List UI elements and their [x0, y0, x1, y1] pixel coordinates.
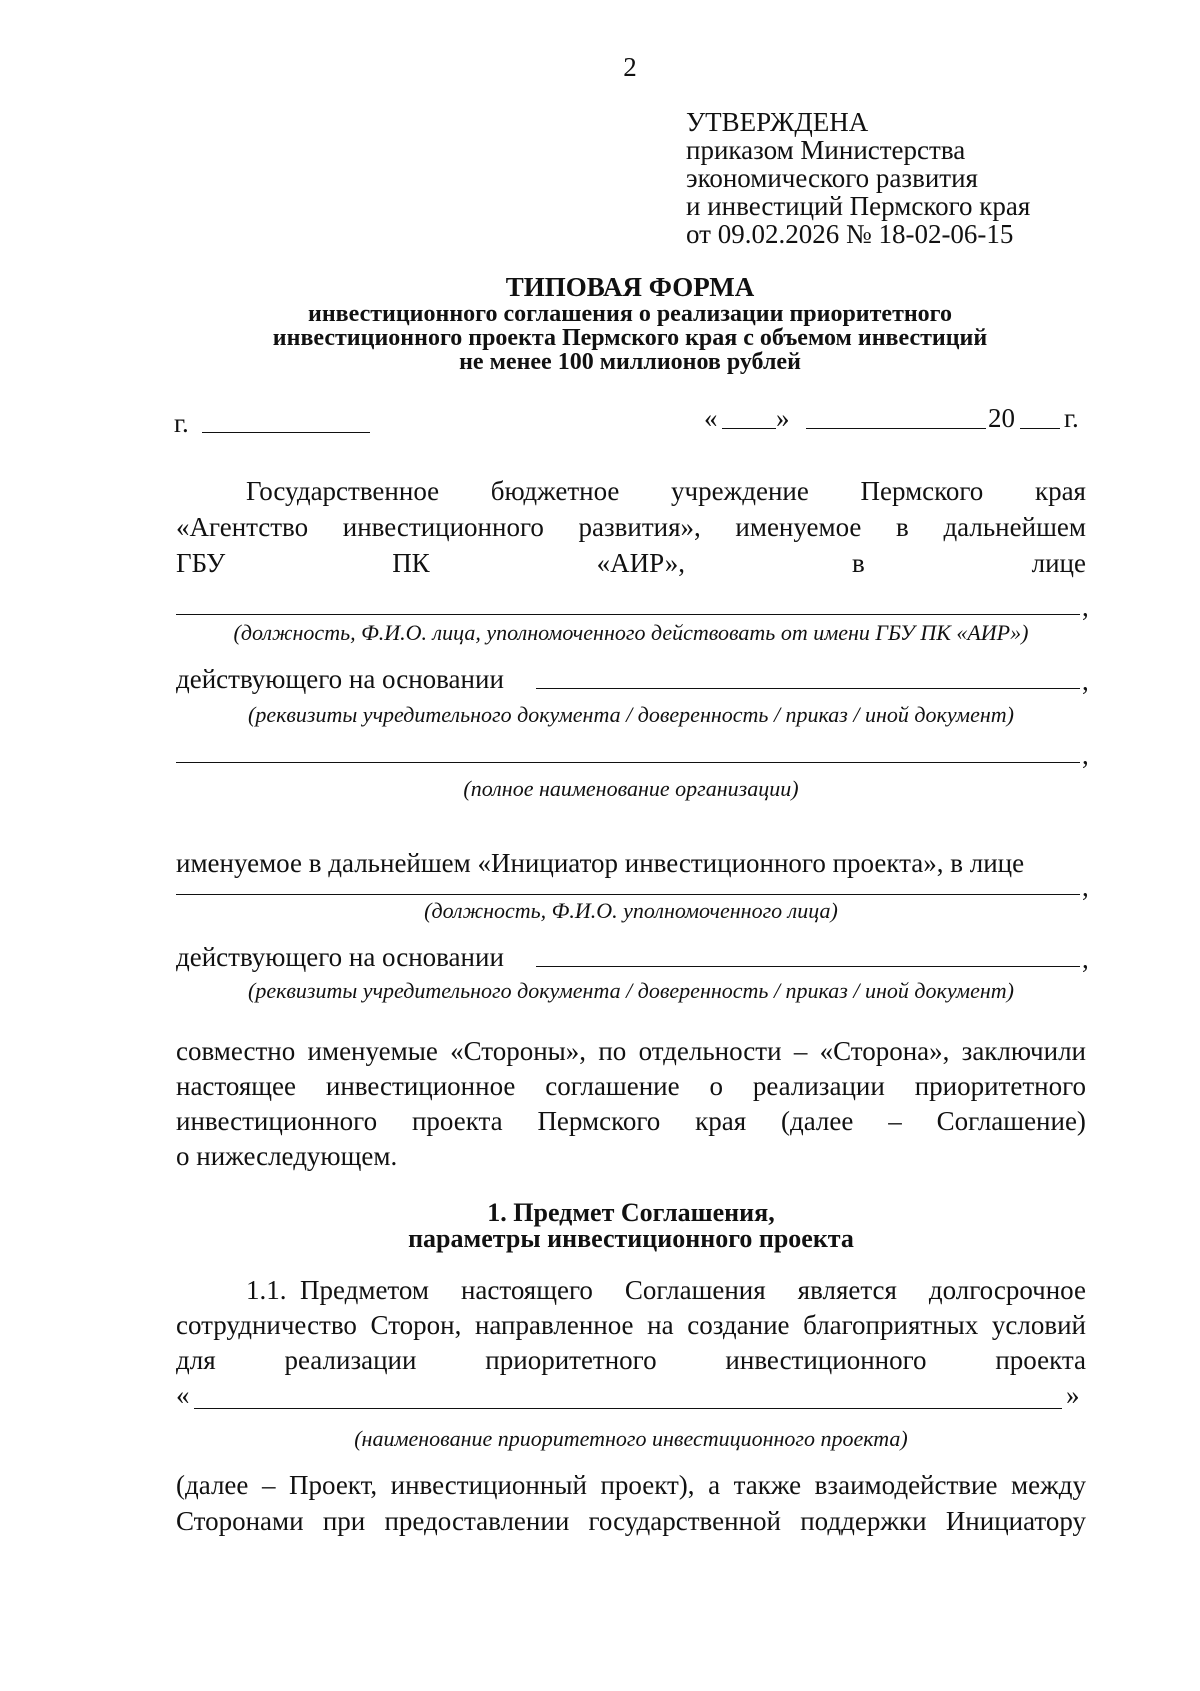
- word: проекта: [995, 1345, 1086, 1375]
- comma: ,: [1082, 944, 1089, 974]
- quote-open: «: [704, 403, 718, 433]
- comma: ,: [1082, 592, 1089, 622]
- organization-blank: [176, 762, 1080, 763]
- word: предоставлении: [384, 1506, 570, 1536]
- word: реализации: [752, 1071, 885, 1101]
- word: Пермского: [537, 1106, 661, 1136]
- year-prefix: 20: [988, 403, 1015, 433]
- word: а: [708, 1470, 721, 1500]
- word: инвестиционный: [390, 1470, 587, 1500]
- word: между: [1011, 1470, 1086, 1500]
- clause-number: 1.1.: [246, 1275, 287, 1305]
- day-blank: [722, 428, 776, 429]
- word: края: [1034, 476, 1086, 506]
- word: государственной: [588, 1506, 781, 1536]
- word: настоящее: [176, 1071, 297, 1101]
- word: Проект,: [289, 1470, 378, 1500]
- word: ПК: [392, 548, 430, 578]
- word: при: [322, 1506, 366, 1536]
- clause-line-5: [176, 1470, 1086, 1501]
- word: создание: [687, 1310, 790, 1340]
- word: именуемые: [307, 1036, 438, 1066]
- clause-line-2: [176, 1310, 1086, 1341]
- approval-block: [686, 108, 1030, 248]
- word: является: [797, 1275, 897, 1305]
- caption-authorized-person: (должность, Ф.И.О. уполномоченного лица): [424, 898, 838, 923]
- word: «АИР»,: [596, 548, 686, 578]
- word: (далее: [780, 1106, 854, 1136]
- project-name-blank: [194, 1408, 1062, 1409]
- page-number: 2: [623, 52, 637, 82]
- basis-blank-2: [536, 966, 1080, 967]
- word: развития»,: [578, 512, 701, 542]
- title-line: инвестиционного соглашения о реализации приоритетного: [308, 301, 952, 327]
- word: реализации: [284, 1345, 417, 1375]
- approval-line: экономического развития: [686, 163, 978, 193]
- document-title: [150, 272, 1110, 374]
- word: совместно: [176, 1036, 296, 1066]
- word: учреждение: [671, 476, 809, 506]
- basis-blank: [536, 688, 1080, 689]
- year-blank: [1020, 428, 1060, 429]
- section-heading: [176, 1200, 1086, 1252]
- word: условий: [991, 1310, 1086, 1340]
- word: «Стороны»,: [450, 1036, 587, 1066]
- comma: ,: [1082, 740, 1089, 770]
- caption-basis-2: (реквизиты учредительного документа / доверенность / приказ / иной документ): [248, 978, 1014, 1003]
- intro-line-2: [176, 512, 1086, 543]
- initiator-representative-blank: [176, 894, 1080, 895]
- clause-line-3: [176, 1345, 1086, 1376]
- acting-basis-label: действующего на основании: [176, 664, 504, 694]
- comma: ,: [1082, 872, 1089, 902]
- word: сотрудничество: [176, 1310, 357, 1340]
- month-blank: [806, 428, 986, 429]
- word: поддержки: [800, 1506, 927, 1536]
- quote-close: »: [776, 403, 790, 433]
- word: отдельности: [638, 1036, 782, 1066]
- word: (далее: [176, 1470, 249, 1500]
- word: на: [647, 1310, 674, 1340]
- clause-line-1: [300, 1275, 1086, 1306]
- word: инвестиционного: [725, 1345, 927, 1375]
- word: края: [695, 1106, 747, 1136]
- word: Государственное: [246, 476, 440, 506]
- word: проекта: [411, 1106, 503, 1136]
- city-prefix: г.: [174, 408, 189, 438]
- section-heading-line: 1. Предмет Соглашения,: [487, 1198, 775, 1227]
- word: настоящего: [460, 1275, 593, 1305]
- joint-line-1: [176, 1036, 1086, 1067]
- word: инвестиционного: [342, 512, 544, 542]
- joint-line-4: о нижеследующем.: [176, 1141, 398, 1171]
- word: Предметом: [300, 1275, 429, 1305]
- word: приоритетного: [914, 1071, 1086, 1101]
- title-line: не менее 100 миллионов рублей: [459, 349, 801, 375]
- project-quote-close: »: [1066, 1380, 1080, 1410]
- word: Соглашения: [624, 1275, 766, 1305]
- project-quote-open: «: [176, 1380, 190, 1410]
- word: приоритетного: [485, 1345, 657, 1375]
- word: заключили: [961, 1036, 1086, 1066]
- caption-basis: (реквизиты учредительного документа / доверенность / приказ / иной документ): [248, 702, 1014, 727]
- city-blank: [202, 432, 370, 433]
- caption-project-name: (наименование приоритетного инвестиционного проекта): [354, 1426, 908, 1451]
- word: инвестиционное: [325, 1071, 516, 1101]
- word: –: [888, 1106, 902, 1136]
- word: соглашение: [545, 1071, 680, 1101]
- approval-line: от 09.02.2026 № 18-02-06-15: [686, 219, 1014, 249]
- joint-line-2: [176, 1071, 1086, 1102]
- joint-line-3: [176, 1106, 1086, 1137]
- approval-line: и инвестиций Пермского края: [686, 191, 1031, 221]
- word: инвестиционного: [176, 1106, 378, 1136]
- word: ГБУ: [176, 548, 226, 578]
- clause-line-6: [176, 1506, 1086, 1537]
- initiator-line: именуемое в дальнейшем «Инициатор инвестиционного проекта», в лице: [176, 848, 1025, 878]
- word: благоприятных: [803, 1310, 979, 1340]
- word: в: [896, 512, 909, 542]
- word: Сторон,: [370, 1310, 462, 1340]
- title-line: инвестиционного проекта Пермского края с объемом инвестиций: [272, 325, 988, 351]
- word: –: [261, 1470, 276, 1500]
- word: для: [176, 1345, 216, 1375]
- comma: ,: [1082, 666, 1089, 696]
- word: «Агентство: [176, 512, 309, 542]
- word: направленное: [474, 1310, 634, 1340]
- word: именуемое: [735, 512, 862, 542]
- word: –: [793, 1036, 808, 1066]
- word: о: [709, 1071, 723, 1101]
- approval-line: приказом Министерства: [686, 135, 966, 165]
- word: долгосрочное: [928, 1275, 1086, 1305]
- word: Инициатору: [945, 1506, 1086, 1536]
- title-main: ТИПОВАЯ ФОРМА: [505, 272, 755, 302]
- caption-organization: (полное наименование организации): [463, 776, 799, 801]
- representative-blank: [176, 614, 1080, 615]
- word: Пермского: [860, 476, 984, 506]
- word: проект),: [600, 1470, 695, 1500]
- word: бюджетное: [490, 476, 620, 506]
- caption-representative: (должность, Ф.И.О. лица, уполномоченного действовать от имени ГБУ ПК «АИР»): [233, 620, 1029, 645]
- intro-line-1: [246, 476, 1086, 507]
- year-suffix: г.: [1064, 403, 1079, 433]
- word: Сторонами: [176, 1506, 304, 1536]
- word: взаимодействие: [814, 1470, 998, 1500]
- approval-line: УТВЕРЖДЕНА: [686, 107, 869, 137]
- word: Соглашение): [936, 1106, 1086, 1136]
- word: в: [851, 548, 865, 578]
- word: лице: [1031, 548, 1086, 578]
- word: по: [598, 1036, 627, 1066]
- section-heading-line: параметры инвестиционного проекта: [408, 1224, 854, 1253]
- word: дальнейшем: [943, 512, 1086, 542]
- acting-basis-label-2: действующего на основании: [176, 942, 504, 972]
- word: «Сторона»,: [819, 1036, 950, 1066]
- intro-line-3: [176, 548, 1086, 579]
- word: также: [733, 1470, 802, 1500]
